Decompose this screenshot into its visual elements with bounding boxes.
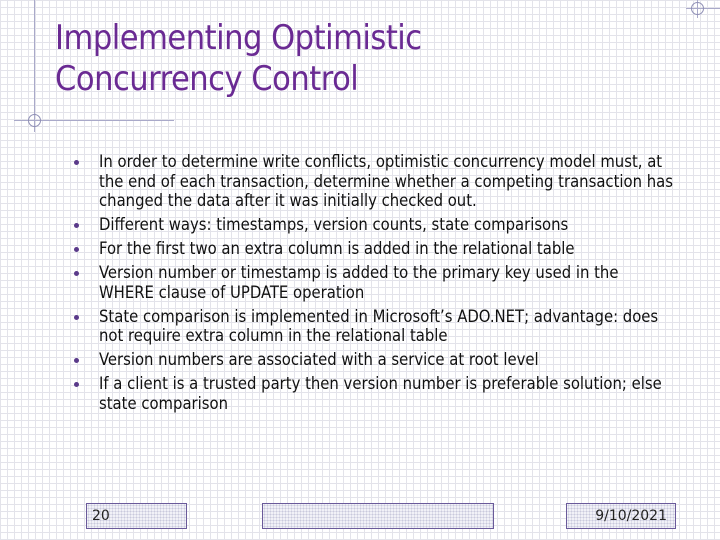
bullet-text: Version number or timestamp is added to the primary key used in the WHERE clause of UPDATE operation — [99, 263, 619, 302]
bullet-item — [74, 350, 674, 370]
bullet-text: In order to determine write conflicts, optimistic concurrency model must, at the end of each transaction, determine whether a competing transaction has changed the data after it was initially checked out. — [99, 152, 673, 210]
bullet-dot-icon — [74, 382, 79, 387]
bullet-dot-icon — [74, 160, 79, 165]
bullet-item — [74, 374, 674, 413]
bullet-text: For the first two an extra column is added in the relational table — [99, 239, 575, 258]
bullet-dot-icon — [74, 247, 79, 252]
bullet-text: If a client is a trusted party then version number is preferable solution; else state comparison — [99, 374, 662, 413]
slide-title — [55, 18, 655, 100]
decorative-circle-icon — [28, 114, 41, 127]
bullet-text: Version numbers are associated with a service at root level — [99, 350, 539, 369]
bullet-dot-icon — [74, 358, 79, 363]
decorative-vertical-rule — [34, 0, 35, 132]
slide-title-line-1: Implementing Optimistic — [55, 18, 422, 58]
slide-title-line-2: Concurrency Control — [55, 59, 359, 99]
bullet-dot-icon — [74, 315, 79, 320]
bullet-dot-icon — [74, 223, 79, 228]
footer-page-number-box — [86, 503, 187, 529]
bullet-dot-icon — [74, 271, 79, 276]
footer-center-box — [262, 503, 494, 529]
bullet-item — [74, 263, 674, 302]
footer-date: 9/10/2021 — [595, 508, 667, 524]
bullet-item — [74, 307, 674, 346]
bullet-item — [74, 215, 674, 235]
bullet-item — [74, 152, 674, 211]
page-number: 20 — [92, 508, 110, 524]
bullet-text: Different ways: timestamps, version counts, state comparisons — [99, 215, 569, 234]
bullet-list — [74, 152, 674, 418]
bullet-text: State comparison is implemented in Microsoft’s ADO.NET; advantage: does not require extra column in the relational table — [99, 306, 659, 345]
corner-circle-icon — [691, 2, 704, 15]
bullet-item — [74, 239, 674, 259]
footer-date-box — [566, 503, 676, 529]
